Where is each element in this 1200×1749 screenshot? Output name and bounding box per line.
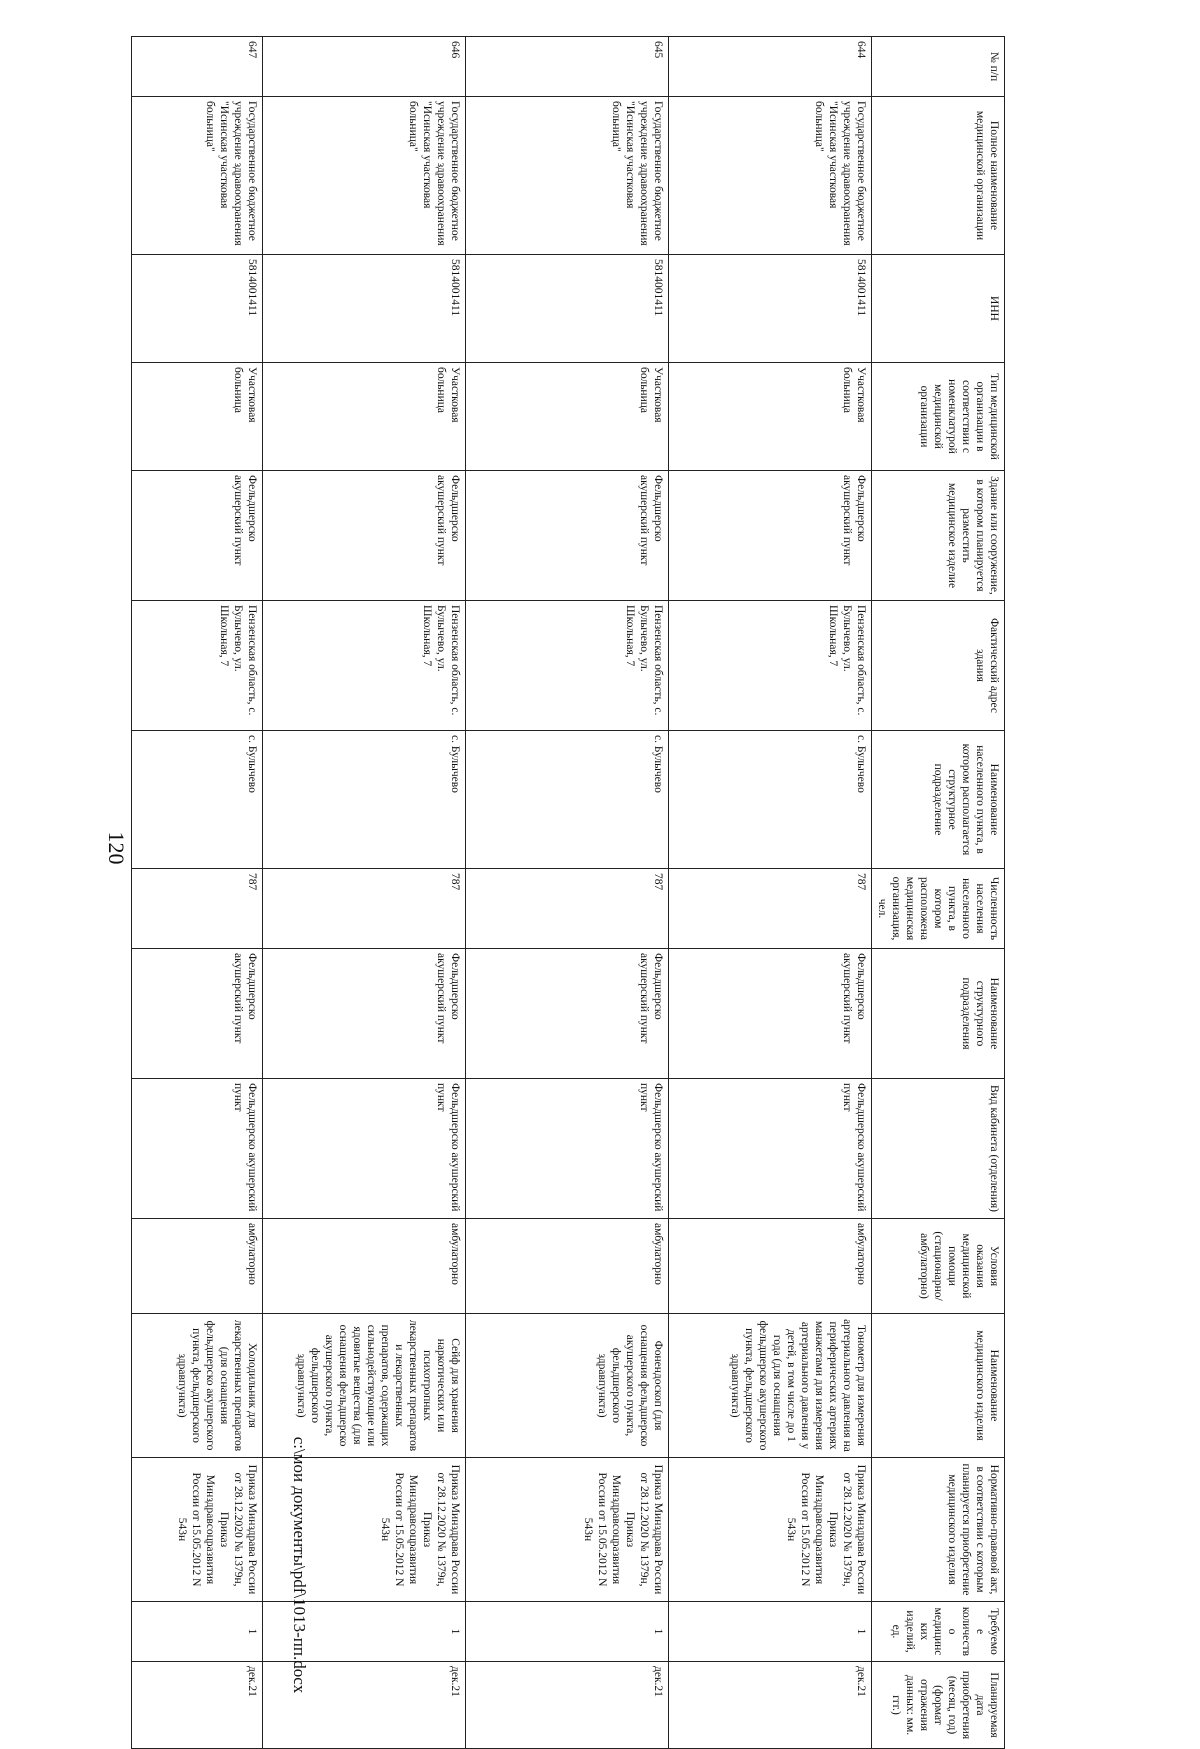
header-building: Здание или сооружение, в котором планируется разместить медицинское изделие	[871, 471, 1004, 601]
header-num: № п/п	[871, 37, 1004, 97]
header-qty: Требуемое количество медицинских изделий, ед.	[871, 1602, 1004, 1662]
cell-population: 787	[131, 869, 262, 949]
cell-qty: 1	[131, 1602, 262, 1662]
cell-settlement: с. Булычево	[668, 731, 871, 869]
cell-conditions: амбулаторно	[465, 1219, 668, 1314]
cell-address: Пензенская область, с. Булычево, ул. Школьная, 7	[465, 601, 668, 731]
cell-conditions: амбулаторно	[262, 1219, 465, 1314]
cell-inn: 5814001411	[668, 255, 871, 363]
cell-unit: Фельдшерско акушерский пункт	[668, 949, 871, 1079]
cell-org: Государственное бюджетное учреждение здравоохранения "Исинская участковая больница"	[668, 97, 871, 255]
cell-building: Фельдшерско акушерский пункт	[131, 471, 262, 601]
cell-unit: Фельдшерско акушерский пункт	[262, 949, 465, 1079]
header-settlement: Наименование населенного пункта, в котором располагается структурное подразделение	[871, 731, 1004, 869]
header-act: Нормативно-правовой акт, в соответствии с которым планируется приобретение медицинского изделия	[871, 1458, 1004, 1602]
cell-inn: 5814001411	[262, 255, 465, 363]
header-device: Наименование медицинского изделия	[871, 1314, 1004, 1458]
cell-num: 646	[262, 37, 465, 97]
cell-type: Участковая больница	[131, 363, 262, 471]
cell-inn: 5814001411	[131, 255, 262, 363]
header-population: Численность населения населенного пункта, в котором расположена медицинская организация, чел.	[871, 869, 1004, 949]
cell-date: дек.21	[131, 1662, 262, 1749]
cell-unit: Фельдшерско акушерский пункт	[131, 949, 262, 1079]
cell-type: Участковая больница	[262, 363, 465, 471]
table-row	[465, 37, 668, 1749]
cell-device: Холодильник для лекарственных препаратов (для оснащения фельдшерско акушерского пункта, фельдшерского здравпункта)	[131, 1314, 262, 1458]
cell-device: Тонометр для измерения артериального давления на периферических артериях манжетами для измерения артериального давления у детей, в том числе до 1 года (для оснащения фельдшерско акушерского пункта, фельдшерского здравпункта)	[668, 1314, 871, 1458]
cell-device: Фонендоскоп (для оснащения фельдшерско акушерского пункта, фельдшерского здравпункта)	[465, 1314, 668, 1458]
cell-building: Фельдшерско акушерский пункт	[465, 471, 668, 601]
cell-settlement: с. Булычево	[465, 731, 668, 869]
cell-type: Участковая больница	[465, 363, 668, 471]
table-row	[131, 37, 262, 1749]
equipment-table	[131, 36, 1005, 1749]
cell-num: 644	[668, 37, 871, 97]
cell-cabinet: Фельдшерско акушерский пункт	[465, 1079, 668, 1219]
cell-settlement: с. Булычево	[262, 731, 465, 869]
cell-population: 787	[668, 869, 871, 949]
cell-address: Пензенская область, с. Булычево, ул. Школьная, 7	[131, 601, 262, 731]
header-conditions: Условия оказания медицинской помощи (стационарно/ амбулаторно)	[871, 1219, 1004, 1314]
header-type: Тип медицинской организации в соответствии с номенклатурой медицинской организации	[871, 363, 1004, 471]
cell-building: Фельдшерско акушерский пункт	[668, 471, 871, 601]
cell-date: дек.21	[465, 1662, 668, 1749]
cell-population: 787	[465, 869, 668, 949]
cell-num: 645	[465, 37, 668, 97]
footer-file-path: c:\мои документы\pdf\1013-пп.docx	[290, 1436, 309, 1694]
cell-org: Государственное бюджетное учреждение здравоохранения "Исинская участковая больница"	[131, 97, 262, 255]
cell-settlement: с. Булычево	[131, 731, 262, 869]
page-number: 120	[104, 831, 129, 865]
cell-qty: 1	[262, 1602, 465, 1662]
cell-device: Сейф для хранения наркотических или психотропных лекарственных препаратов и лекарственных препаратов, содержащих сильнодействующие или ядовитые вещества (для оснащения фельдшерско акушерского пункта, фельдшерского здравпункта)	[262, 1314, 465, 1458]
header-inn: ИНН	[871, 255, 1004, 363]
cell-building: Фельдшерско акушерский пункт	[262, 471, 465, 601]
header-org: Полное наименование медицинской организации	[871, 97, 1004, 255]
cell-inn: 5814001411	[465, 255, 668, 363]
cell-act: Приказ Минздрава России от 28.12.2020 № 1379н, Приказ Минздравсоцразвития России от 15.05.2012 N 543н	[131, 1458, 262, 1602]
cell-conditions: амбулаторно	[131, 1219, 262, 1314]
header-cabinet: Вид кабинета (отделения)	[871, 1079, 1004, 1219]
table-header-row	[871, 37, 1004, 1749]
cell-num: 647	[131, 37, 262, 97]
cell-cabinet: Фельдшерско акушерский пункт	[262, 1079, 465, 1219]
cell-act: Приказ Минздрава России от 28.12.2020 № 1379н, Приказ Минздравсоцразвития России от 15.05.2012 N 543н	[465, 1458, 668, 1602]
header-unit: Наименование структурного подразделения	[871, 949, 1004, 1079]
cell-address: Пензенская область, с. Булычево, ул. Школьная, 7	[262, 601, 465, 731]
cell-address: Пензенская область, с. Булычево, ул. Школьная, 7	[668, 601, 871, 731]
cell-conditions: амбулаторно	[668, 1219, 871, 1314]
cell-qty: 1	[465, 1602, 668, 1662]
cell-date: дек.21	[668, 1662, 871, 1749]
cell-date: дек.21	[262, 1662, 465, 1749]
cell-org: Государственное бюджетное учреждение здравоохранения "Исинская участковая больница"	[262, 97, 465, 255]
cell-qty: 1	[668, 1602, 871, 1662]
cell-type: Участковая больница	[668, 363, 871, 471]
header-date: Планируемая дата приобретения (месяц, год) (формат отражения данных: мм. ггг.)	[871, 1662, 1004, 1749]
cell-act: Приказ Минздрава России от 28.12.2020 № 1379н, Приказ Минздравсоцразвития России от 15.05.2012 N 543н	[668, 1458, 871, 1602]
cell-cabinet: Фельдшерско акушерский пункт	[131, 1079, 262, 1219]
cell-org: Государственное бюджетное учреждение здравоохранения "Исинская участковая больница"	[465, 97, 668, 255]
cell-population: 787	[262, 869, 465, 949]
table-row	[668, 37, 871, 1749]
header-address: Фактический адрес здания	[871, 601, 1004, 731]
cell-cabinet: Фельдшерско акушерский пункт	[668, 1079, 871, 1219]
cell-act: Приказ Минздрава России от 28.12.2020 № 1379н, Приказ Минздравсоцразвития России от 15.05.2012 N 543н	[262, 1458, 465, 1602]
rotated-table-frame	[105, 36, 1005, 1740]
cell-unit: Фельдшерско акушерский пункт	[465, 949, 668, 1079]
